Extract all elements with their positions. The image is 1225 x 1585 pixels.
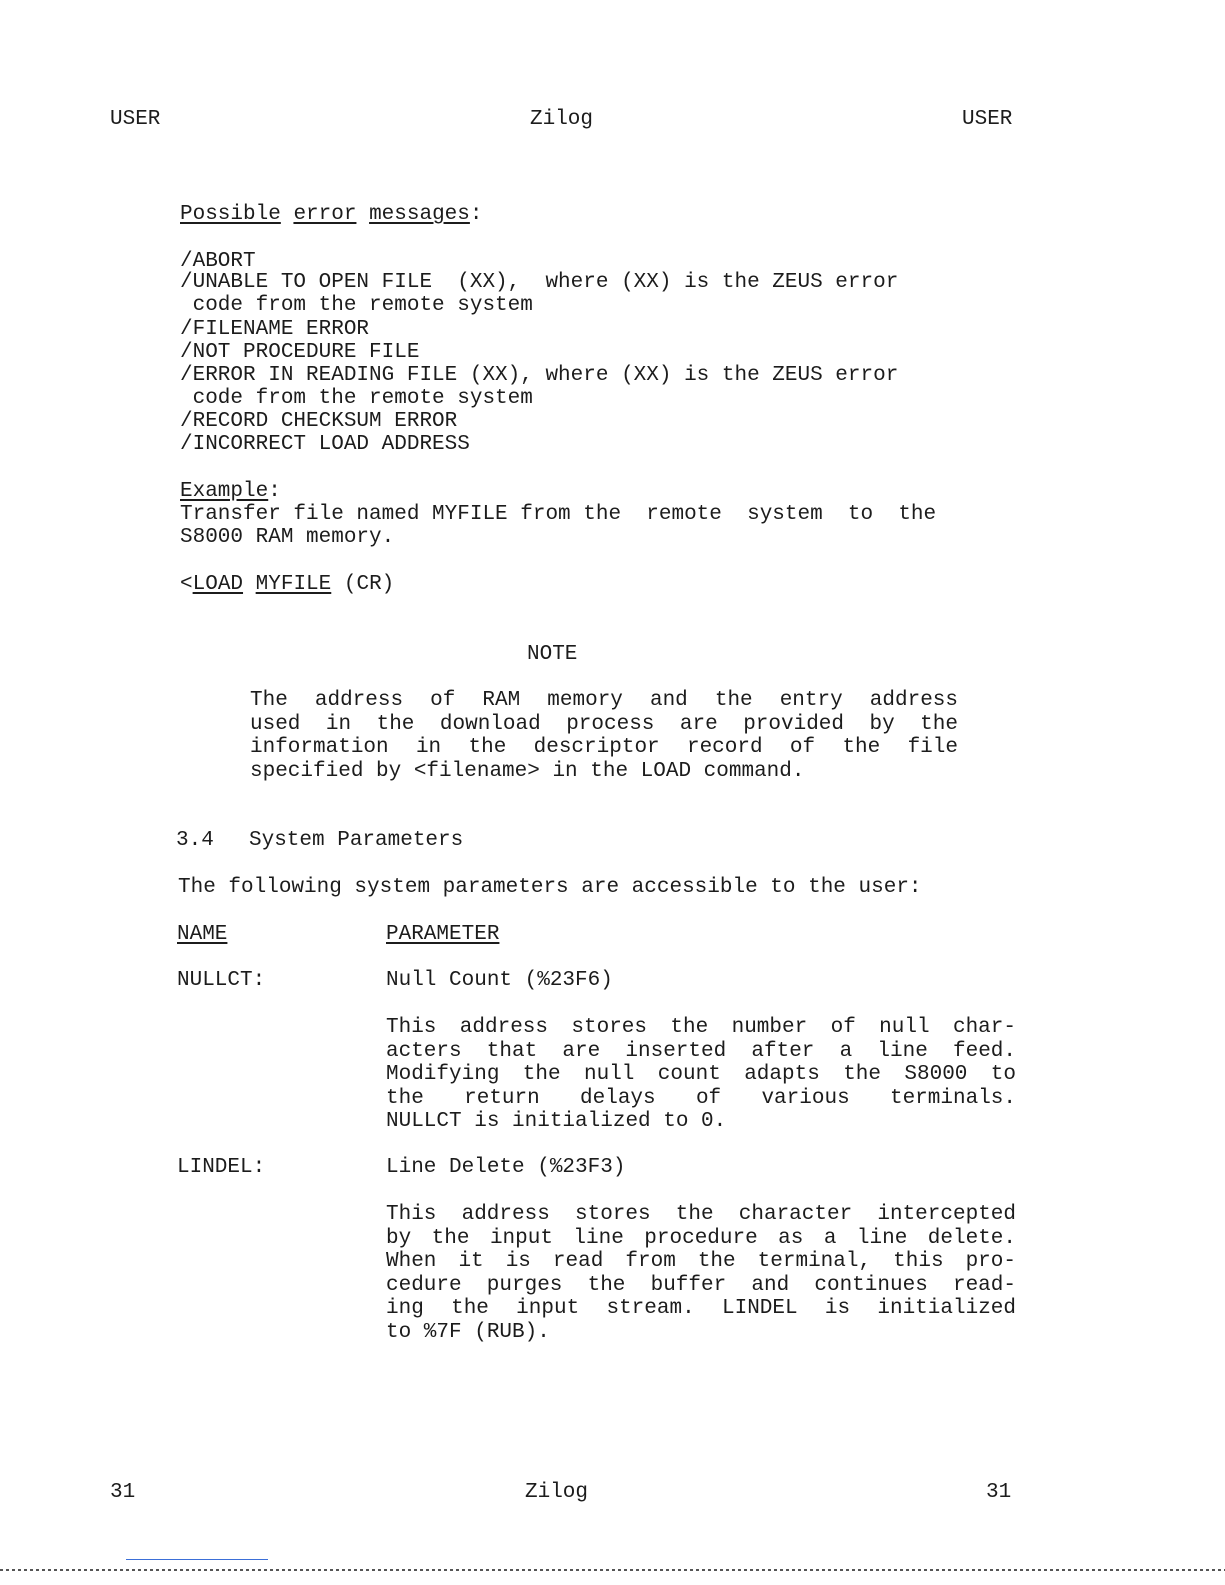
param-title: Null Count (%23F6) (386, 969, 613, 992)
param-description (386, 1203, 1016, 1344)
param-line: by the input line procedure as a line delete. (386, 1226, 1016, 1250)
column-header-name: NAME (177, 923, 228, 946)
command-word: LOAD (192, 573, 244, 596)
error-line: code from the remote system (180, 387, 533, 410)
param-line: Modifying the null count adapts the S8000 to (386, 1063, 1016, 1086)
note-line: information in the descriptor record of the file (250, 736, 958, 759)
param-line: the return delays of various terminals. (386, 1086, 1016, 1110)
footer-page-number-left: 31 (110, 1481, 136, 1504)
param-line: NULLCT is initialized to 0. (386, 1110, 727, 1133)
error-line: code from the remote system (180, 294, 533, 317)
example-heading-label: Example (180, 480, 269, 503)
error-line: /FILENAME ERROR (180, 318, 370, 341)
note-line: specified by <filename> in the LOAD command. (250, 759, 805, 783)
header-left: USER (110, 108, 161, 131)
command-prefix: < (180, 573, 193, 596)
param-line: acters that are inserted after a line feed. (386, 1039, 1016, 1063)
command-suffix: (CR) (343, 573, 395, 596)
param-description (386, 1016, 1016, 1134)
example-line: Transfer file named MYFILE from the remote system to the (180, 503, 937, 526)
param-line: This address stores the character intercepted (386, 1203, 1016, 1226)
example-line: S8000 RAM memory. (180, 526, 395, 549)
example-command (180, 573, 394, 597)
errors-heading-suffix: : (469, 203, 483, 226)
errors-heading-word: Possible (180, 203, 281, 226)
errors-heading-word: messages (369, 203, 470, 226)
note-line: The address of RAM memory and the entry address (250, 689, 958, 712)
footer-page-number-right: 31 (986, 1481, 1012, 1504)
param-line: When it is read from the terminal, this pro- (386, 1250, 1016, 1273)
param-line: This address stores the number of null char- (386, 1016, 1016, 1039)
errors-heading (180, 203, 483, 227)
note-title: NOTE (527, 643, 578, 666)
example-heading (180, 480, 281, 504)
errors-heading-word: error (293, 203, 357, 226)
section-intro: The following system parameters are accessible to the user: (178, 876, 922, 899)
page-bottom-edge (0, 1569, 1225, 1571)
header-right: USER (962, 108, 1013, 131)
footer-center: Zilog (525, 1481, 589, 1504)
scan-artifact-line (126, 1559, 268, 1560)
param-line: to %7F (RUB). (386, 1320, 550, 1344)
command-word: MYFILE (255, 573, 332, 596)
example-heading-suffix: : (268, 480, 281, 503)
error-line: /INCORRECT LOAD ADDRESS (180, 433, 470, 456)
param-name: NULLCT: (177, 969, 266, 992)
error-line: /RECORD CHECKSUM ERROR (180, 410, 458, 433)
param-line: ing the input stream. LINDEL is initialized (386, 1297, 1016, 1320)
section-number: 3.4 (176, 829, 214, 852)
header-center: Zilog (530, 108, 594, 131)
note-line: used in the download process are provided by the (250, 712, 958, 736)
param-line: cedure purges the buffer and continues read- (386, 1273, 1016, 1297)
error-line: /NOT PROCEDURE FILE (180, 341, 420, 364)
param-name: LINDEL: (177, 1156, 266, 1179)
error-line: /ERROR IN READING FILE (XX), where (XX) is the ZEUS error (180, 364, 899, 387)
error-line: /UNABLE TO OPEN FILE (XX), where (XX) is the ZEUS error (180, 271, 899, 294)
param-title: Line Delete (%23F3) (386, 1156, 626, 1179)
error-line: /ABORT (180, 250, 256, 273)
note-body (250, 689, 958, 783)
section-title: System Parameters (249, 829, 464, 852)
column-header-parameter: PARAMETER (386, 923, 500, 946)
